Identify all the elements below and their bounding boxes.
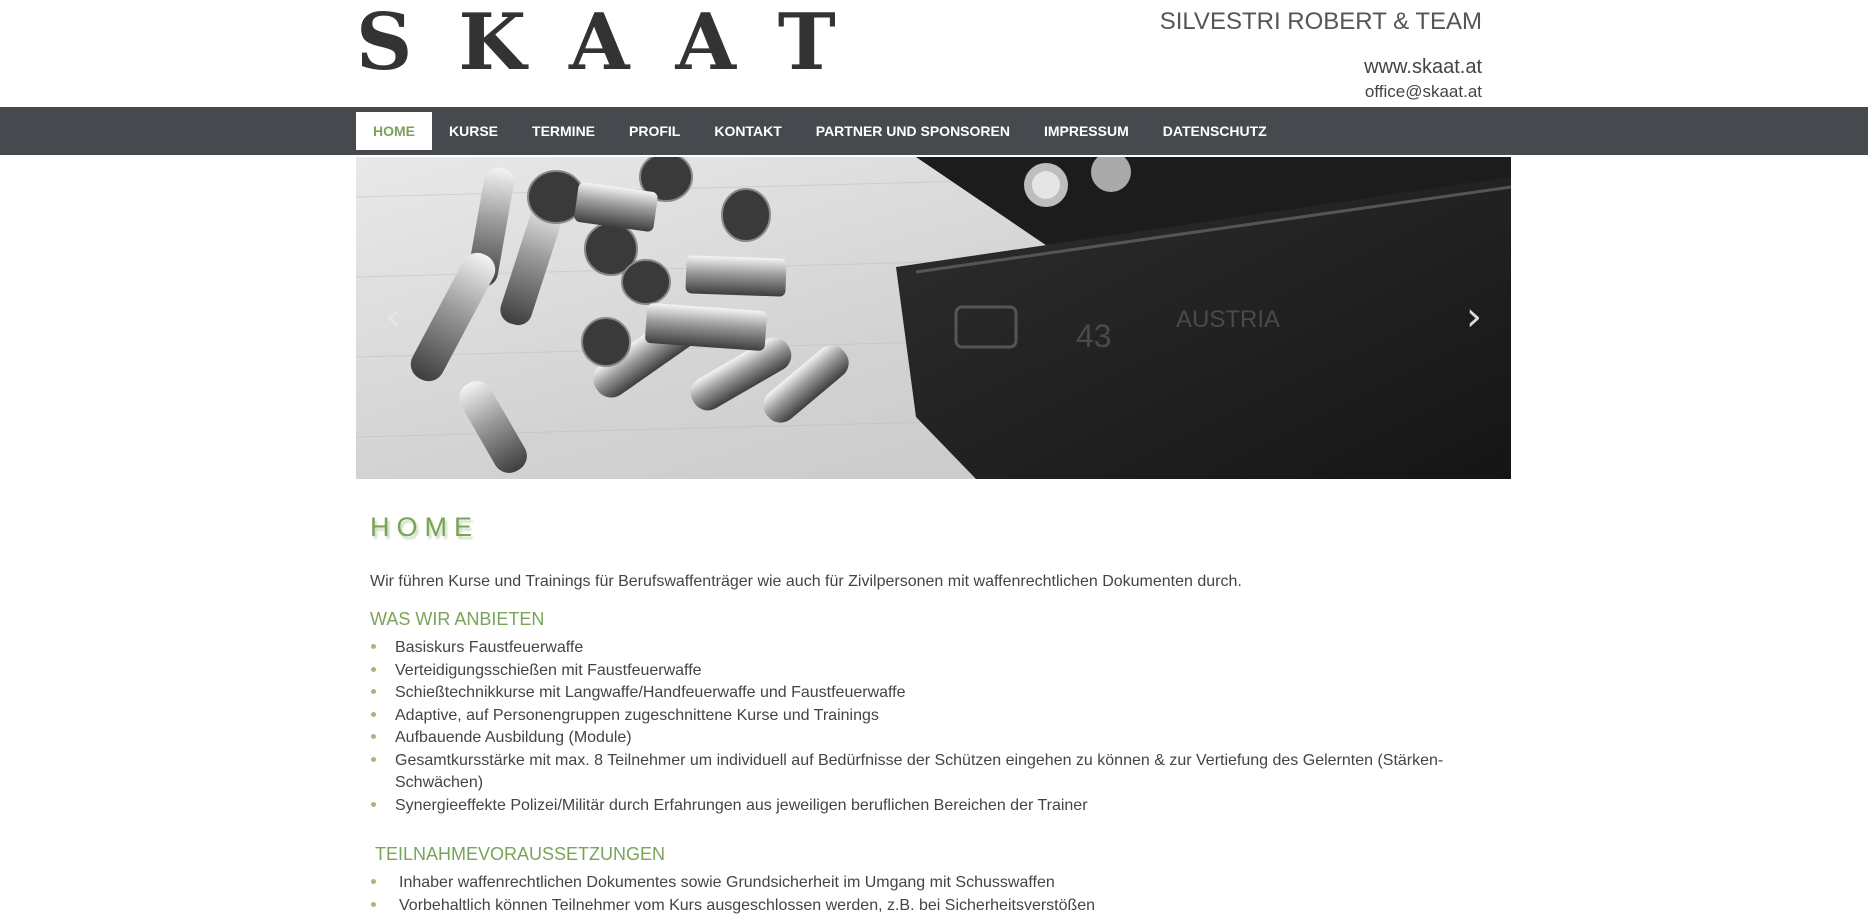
hero-image — [356, 157, 1511, 479]
header-contact — [1160, 8, 1482, 102]
svg-text:AUSTRIA: AUSTRIA — [1176, 306, 1280, 333]
list-item: Synergieeffekte Polizei/Militär durch Erfahrungen aus jeweiligen beruflichen Bereichen der Trainer — [370, 795, 1510, 818]
intro-text: Wir führen Kurse und Trainings für Berufswaffenträger wie auch für Zivilpersonen mit waffenrechtlichen Dokumenten durch. — [370, 572, 1510, 592]
slider-prev-icon[interactable]: ‹ — [378, 297, 408, 337]
slider-next-icon[interactable]: › — [1459, 297, 1489, 337]
nav-item-profil[interactable]: PROFIL — [612, 112, 697, 150]
main-navigation — [0, 107, 1868, 155]
list-item: Verteidigungsschießen mit Faustfeuerwaffe — [370, 660, 1510, 683]
nav-item-kurse[interactable]: KURSE — [432, 112, 515, 150]
nav-item-termine[interactable]: TERMINE — [515, 112, 612, 150]
offer-list — [370, 637, 1510, 817]
nav-item-impressum[interactable]: IMPRESSUM — [1027, 112, 1146, 150]
email-link[interactable]: office@skaat.at — [1160, 82, 1482, 102]
nav-item-partner-und-sponsoren[interactable]: PARTNER UND SPONSOREN — [799, 112, 1027, 150]
hero-slider — [356, 157, 1511, 479]
section-heading-offer: WAS WIR ANBIETEN — [370, 607, 1510, 631]
list-item: Vorbehaltlich können Teilnehmer vom Kurs ausgeschlossen werden, z.B. bei Sicherheitsverstößen — [370, 895, 1510, 917]
list-item: Aufbauende Ausbildung (Module) — [370, 727, 1510, 750]
list-item: Inhaber waffenrechtlichen Dokumentes sowie Grundsicherheit im Umgang mit Schusswaffen — [370, 872, 1510, 895]
section-heading-requirements: TEILNAHMEVORAUSSETZUNGEN — [370, 842, 1510, 866]
list-item: Gesamtkursstärke mit max. 8 Teilnehmer um individuell auf Bedürfnisse der Schützen eingehen zu können & zur Vertiefung des Gelernten (Stärken-Schwächen) — [370, 750, 1510, 795]
page-title: HOME — [370, 510, 1510, 544]
list-item: Adaptive, auf Personengruppen zugeschnittene Kurse und Trainings — [370, 705, 1510, 728]
requirements-list — [370, 872, 1510, 917]
site-header — [0, 0, 1868, 107]
list-item: Basiskurs Faustfeuerwaffe — [370, 637, 1510, 660]
main-content — [370, 510, 1510, 917]
website-link[interactable]: www.skaat.at — [1160, 56, 1482, 78]
company-name: SILVESTRI ROBERT & TEAM — [1160, 8, 1482, 36]
nav-item-datenschutz[interactable]: DATENSCHUTZ — [1146, 112, 1284, 150]
svg-text:43: 43 — [1076, 318, 1112, 354]
site-logo[interactable]: SKAAT — [356, 2, 882, 84]
nav-item-home[interactable]: HOME — [356, 112, 432, 150]
list-item: Schießtechnikkurse mit Langwaffe/Handfeuerwaffe und Faustfeuerwaffe — [370, 682, 1510, 705]
nav-item-kontakt[interactable]: KONTAKT — [697, 112, 798, 150]
